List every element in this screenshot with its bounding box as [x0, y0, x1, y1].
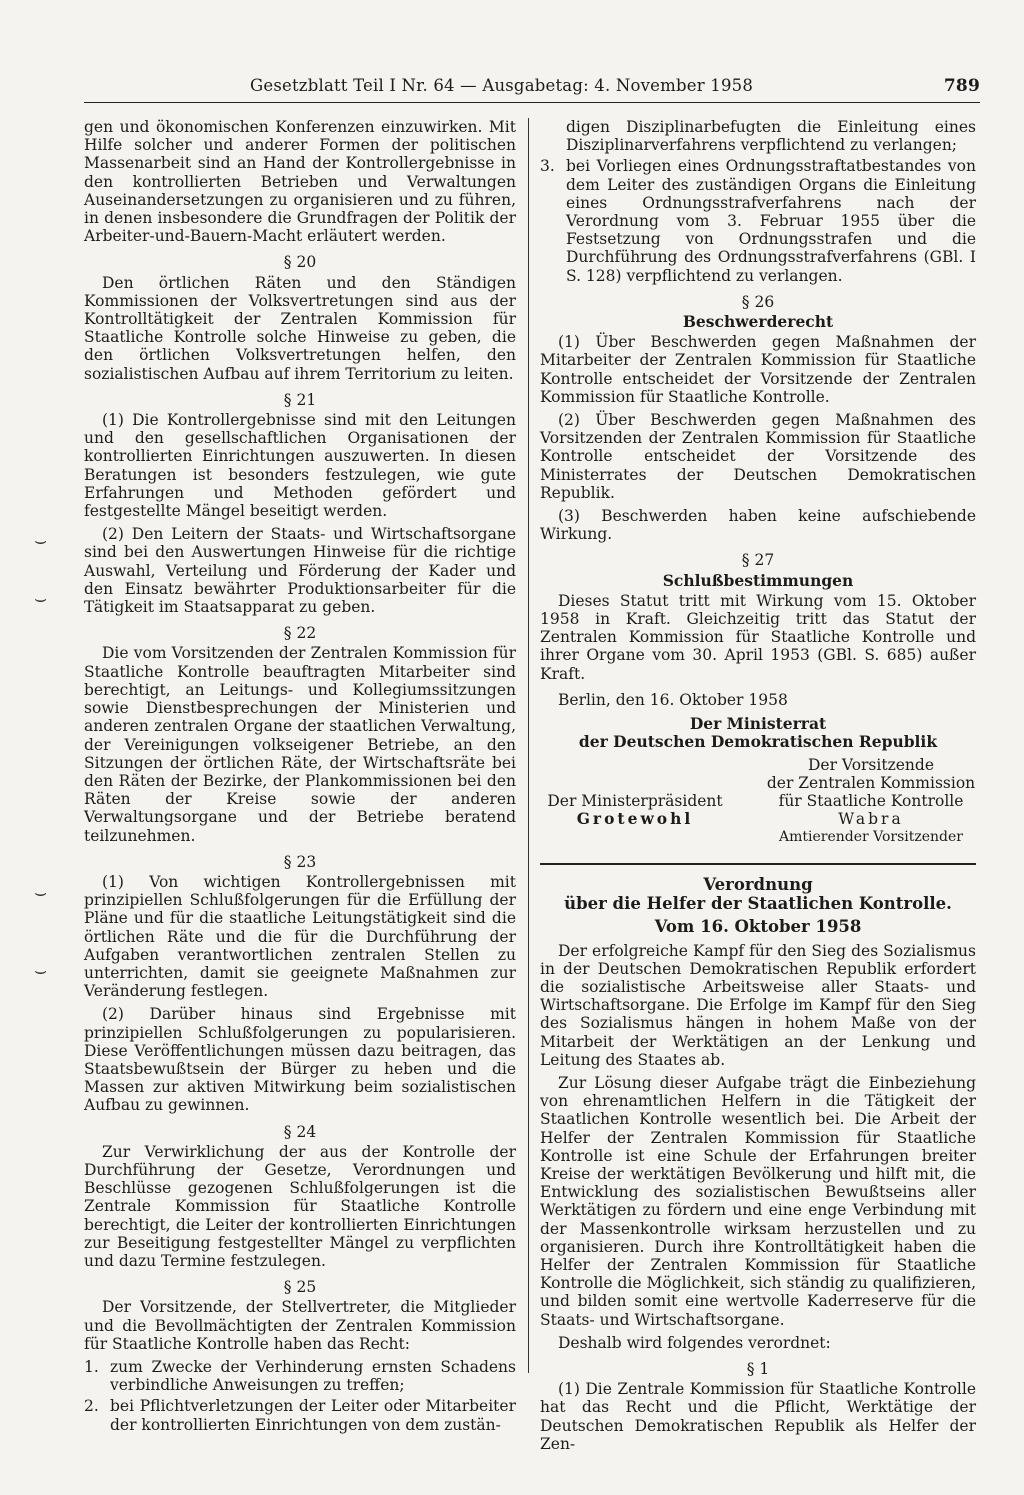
ordinance-title: über die Helfer der Staatlichen Kontrolle. [564, 893, 952, 913]
list-item-text: zum Zwecke der Verhinderung ernsten Schadens verbindliche Anweisungen zu treffen; [110, 1358, 516, 1395]
signature-role: für Staatliche Kontrolle [778, 791, 964, 810]
paragraph: (2) Darüber hinaus sind Ergebnisse mit prinzipiellen Schlußfolgerungen zu popularisieren. Diese Veröffentlichungen müssen dazu beitragen, das Staatsbewußtsein der Bürger zu heben und die Massen zur aktiven Mitwirkung beim sozialistischen Aufbau zu gewinnen. [84, 1005, 516, 1115]
section-heading: § 1 [746, 1359, 770, 1378]
list-item-number: 2. [84, 1397, 99, 1416]
paragraph: (1) Über Beschwerden gegen Maßnahmen der Mitarbeiter der Zentralen Kommission für Staatliche Kontrolle entscheidet der Vorsitzende der Zentralen Kommission für Staatliche Kontrolle. [540, 333, 976, 406]
section-heading: § 23 [283, 852, 317, 871]
section-rule [540, 863, 976, 865]
paragraph: Deshalb wird folgendes verordnet: [558, 1333, 831, 1352]
paragraph: Zur Verwirklichung der aus der Kontrolle der Durchführung der Gesetze, Verordnungen und Beschlüsse gezogenen Schlußfolgerungen ist die Zentrale Kommission für Staatliche Kontrolle berechtigt, die Leiter der kontrollierten Einrichtungen zur Beseitigung festgestellter Mängel zu verpflichten und dazu Termine festzulegen. [84, 1142, 516, 1270]
section-heading: § 22 [283, 624, 317, 643]
section-heading: § 24 [283, 1122, 317, 1141]
signature-name: Grotewohl [576, 808, 694, 828]
list-item-number: 3. [540, 157, 555, 176]
ordinance-date: Vom 16. Oktober 1958 [654, 916, 862, 936]
list-item [84, 1358, 516, 1394]
paragraph: Den örtlichen Räten und den Ständigen Kommissionen der Volksvertretungen sind aus der Kontrolltätigkeit der Zentralen Kommission für Staatliche Kontrolle solche Hinweise zu geben, die den örtlichen Volksvertretungen helfen, den sozialistischen Aufbau auf ihrem Territorium zu leiten. [84, 273, 516, 383]
signature-right [766, 756, 976, 847]
column-divider [528, 118, 529, 1373]
list-item [84, 1397, 516, 1433]
paragraph: Der erfolgreiche Kampf für den Sieg des Sozialismus in der Deutschen Demokratischen Republik erfordert die sozialistische Arbeitsweise aller Staats- und Wirtschaftsorgane. Die Erfolge im Kampf für den Sieg des Sozialismus hängen in hohem Maße von der Mitarbeit der Werktätigen an der Lenkung und Leitung des Staates ab. [540, 941, 976, 1069]
list-item-number: 1. [84, 1358, 99, 1376]
paragraph: (3) Beschwerden haben keine aufschiebende Wirkung. [540, 507, 976, 544]
signature-name: Wabra [838, 810, 904, 829]
signature-role: Der Vorsitzende [807, 755, 934, 774]
section-title: Schlußbestimmungen [662, 570, 854, 590]
margin-check-mark: ⌣ [34, 586, 48, 610]
paragraph: (2) Über Beschwerden gegen Maßnahmen des Vorsitzenden der Zentralen Kommission für Staatliche Kontrolle entscheidet der Vorsitzende des Ministerrates der Deutschen Demokratischen Republik. [540, 411, 976, 502]
page-header [250, 76, 980, 95]
section-heading: § 21 [283, 390, 317, 409]
paragraph: Die vom Vorsitzenden der Zentralen Kommission für Staatliche Kontrolle beauftragten Mitarbeiter sind berechtigt, an Leitungs- und Kollegiumssitzungen sowie Dienstbesprechungen der Ministerien und anderen zentralen Organe der staatlichen Verwaltung, der Vereinigungen volkseigener Betriebe, an den Sitzungen der örtlichen Räte, der Wirtschaftsräte bei den Räten der Bezirke, der Plankommissionen bei den Räten der Kreise sowie der anderen Verwaltungsorgane und der Betriebe beratend teilzunehmen. [84, 644, 516, 845]
list-item-text: digen Disziplinarbefugten die Einleitung eines Disziplinarverfahrens verpflichtend zu verlangen; [566, 118, 976, 155]
paragraph: Zur Lösung dieser Aufgabe trägt die Einbeziehung von ehrenamtlichen Helfern in die Tätigkeit der Staatlichen Kontrolle wesentlich bei. Die Arbeit der Helfer der Zentralen Kommission für Staatliche Kontrolle ist eine Schule der Erfahrungen breiter Kreise der werktätigen Bevölkerung und hilft mit, die Entwicklung des sozialistischen Bewußtseins aller Werktätigen zu fördern und eine enge Verbindung mit der Massenkontrolle wirksam herzustellen und zu organisieren. Durch ihre Kontrolltätigkeit haben die Helfer der Zentralen Kommission für Staatliche Kontrolle die Möglichkeit, sich ständig zu qualifizieren, und bilden somit eine wertvolle Kaderreserve für die Staats- und Wirtschaftsorgane. [540, 1073, 976, 1329]
signature-left [540, 756, 730, 847]
paragraph: Der Vorsitzende, der Stellvertreter, die Mitglieder und die Bevollmächtigten der Zentralen Kommission für Staatliche Kontrolle haben das Recht: [84, 1298, 516, 1353]
page-number: 789 [943, 76, 980, 96]
left-column [84, 118, 516, 1437]
section-heading: § 26 [741, 292, 775, 311]
list-item [540, 118, 976, 154]
list-item-number [540, 118, 566, 154]
list-item-text: bei Vorliegen eines Ordnungsstraftatbestandes von dem Leiter des zuständigen Organs die Einleitung eines Ordnungsstrafverfahrens nach der Verordnung vom 3. Februar 1955 über die Festsetzung von Ordnungsstrafen und die Durchführung des Ordnungsstrafverfahrens (GBl. I S. 128) verpflichtend zu verlangen. [566, 157, 976, 285]
header-rule [84, 102, 980, 103]
place-date: Berlin, den 16. Oktober 1958 [558, 690, 788, 709]
signature-role: Der Ministerpräsident [547, 791, 723, 810]
section-title: Beschwerderecht [682, 312, 834, 332]
list-item [540, 157, 976, 284]
signature-role: der Zentralen Kommission [766, 773, 976, 792]
list-item-text: bei Pflichtverletzungen der Leiter oder Mitarbeiter der kontrollierten Einrichtungen von dem zustän- [110, 1397, 516, 1434]
paragraph: (2) Den Leitern der Staats- und Wirtschaftsorgane sind bei den Auswertungen Hinweise für die richtige Auswahl, Verteilung und Förderung der Kader und den Einsatz bewährter Produktionsarbeiter für die Tätigkeit im Staatsapparat zu geben. [84, 525, 516, 617]
paragraph: (1) Von wichtigen Kontrollergebnissen mit prinzipiellen Schlußfolgerungen für die Erfüllung der Pläne und für die staatliche Leitungstätigkeit sind die örtlichen Räte und die für die Durchführung der Aufgaben verantwortlichen zentralen Stellen zu unterrichten, damit sie geeignete Maßnahmen zur Veränderung festlegen. [84, 872, 516, 1001]
signature-block [540, 756, 976, 847]
council-name: der Deutschen Demokratischen Republik [578, 732, 938, 752]
section-heading: § 25 [283, 1278, 317, 1297]
right-column [540, 118, 976, 1458]
council-name: Der Ministerrat [689, 714, 827, 734]
paragraph: Dieses Statut tritt mit Wirkung vom 15. Oktober 1958 in Kraft. Gleichzeitig tritt das Statut der Zentralen Kommission für Staatliche Kontrolle und ihrer Organe vom 30. April 1953 (GBl. S. 685) außer Kraft. [540, 591, 976, 683]
paragraph: (1) Die Kontrollergebnisse sind mit den Leitungen und den gesellschaftlichen Organisationen der kontrollierten Einrichtungen auszuwerten. In diesen Beratungen ist besonders festzulegen, wie gute Erfahrungen und Methoden gefördert und festgestellte Mängel beseitigt werden. [84, 411, 516, 521]
section-heading: § 20 [283, 253, 317, 272]
margin-check-mark: ⌣ [34, 880, 48, 904]
paragraph: (1) Die Zentrale Kommission für Staatliche Kontrolle hat das Recht und die Pflicht, Werktätige der Deutschen Demokratischen Republik als Helfer der Zen- [540, 1380, 976, 1453]
paragraph: gen und ökonomischen Konferenzen einzuwirken. Mit Hilfe solcher und anderer Formen der politischen Massenarbeit sind an Hand der Kontrollergebnisse in den kontrollierten Betrieben und Verwaltungen Auseinandersetzungen zu organisieren und zu führen, in denen insbesondere die Grundfragen der Politik der Arbeiter-und-Bauern-Macht erläutert werden. [84, 118, 516, 246]
margin-check-mark: ⌣ [34, 958, 48, 982]
section-heading: § 27 [741, 551, 775, 570]
signature-role: Amtierender Vorsitzender [778, 829, 963, 846]
margin-check-mark: ⌣ [34, 528, 48, 552]
ordinance-title: Verordnung [703, 874, 813, 894]
header-title: Gesetzblatt Teil I Nr. 64 — Ausgabetag: 4. November 1958 [250, 76, 754, 95]
